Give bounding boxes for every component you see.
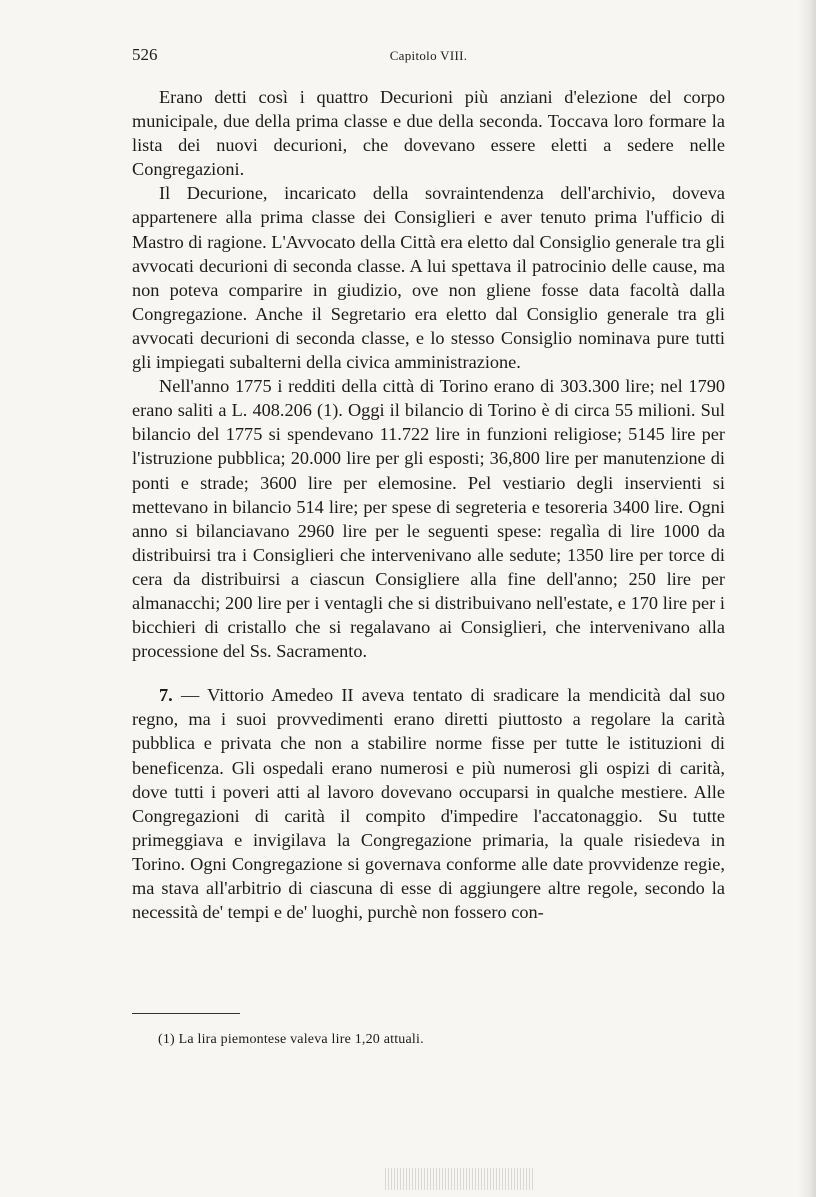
section-dash: — bbox=[172, 685, 208, 706]
page-header bbox=[132, 45, 725, 69]
paragraph-bilancio-torino: Nell'anno 1775 i redditi della città di Torino erano di 303.300 lire; nel 1790 erano saliti a L. 408.206 (1). Oggi il bilancio di Torino è di circa 55 milioni. Sul bilancio del 1775 si spendevano 11.722 lire in funzioni religiose; 5145 lire per l'istruzione pubblica; 20.000 lire per gli esposti; 36,800 lire per manutenzione di ponti e strade; 3600 lire per elemosine. Pel vestiario degli inservienti si mettevano in bilancio 514 lire; per spese di segreteria e tesoreria 3400 lire. Ogni anno si bilanciavano 2960 lire per le seguenti spese: regalìa di lire 1000 da distribuirsi tra i Consiglieri che intervenivano alle sedute; 1350 lire per torce di cera da distribuirsi a ciascun Consigliere alla fine dell'anno; 250 lire per almanacchi; 200 lire per i ventagli che si distribuivano nell'estate, e 170 lire per i bicchieri di cristallo che si regalavano ai Consiglieri, che intervenivano alla processione del Ss. Sacramento. bbox=[132, 376, 725, 662]
footnote-divider bbox=[132, 1013, 240, 1014]
section-7-paragraph bbox=[132, 683, 725, 924]
scan-mark bbox=[385, 1168, 535, 1190]
footnote: (1) La lira piemontese valeva lire 1,20 attuali. bbox=[158, 1032, 424, 1047]
paragraph-decurione-archivio: Il Decurione, incaricato della sovraintendenza dell'archivio, doveva appartenere alla prima classe dei Consiglieri e aver tenuto prima l'ufficio di Mastro di ragione. L'Avvocato della Città era eletto dal Consiglio generale tra gli avvocati decurioni di seconda classe. A lui spettava il patrocinio delle cause, ma non poteva comparire in giudizio, ove non gliene fosse data facoltà dalla Congregazione. Anche il Segretario era eletto dal Consiglio generale tra gli avvocati decurioni di seconda classe, e lo stesso Consiglio nominava pure tutti gli impiegati subalterni della civica amministrazione. bbox=[132, 183, 725, 373]
running-title: Capitolo VIII. bbox=[389, 48, 468, 63]
page-edge-shadow bbox=[798, 0, 816, 1197]
section-number: 7. bbox=[159, 685, 173, 706]
paragraph-decurioni-anziani: Erano detti così i quattro Decurioni più anziani d'elezione del corpo municipale, due della prima classe e due della seconda. Toccava loro formare la lista dei nuovi decurioni, che dovevano essere eletti a sedere nelle Congregazioni. bbox=[132, 87, 725, 180]
body-text bbox=[132, 85, 725, 924]
section-text: Vittorio Amedeo II aveva tentato di sradicare la mendicità dal suo regno, ma i suoi provvedimenti erano diretti piuttosto a regolare la carità pubblica e privata che non a stabilire norme fisse per tutte le istituzioni di beneficenza. Gli ospedali erano numerosi e più numerosi gli ospizi di carità, dove tutti i poveri atti al lavoro dovevano occuparsi in qualche mestiere. Alle Congregazioni di carità il compito d'impedire l'accatonaggio. Su tutte primeggiava e invigilava la Congregazione primaria, la quale risiedeva in Torino. Ogni Congregazione si governava conforme alle date provvidenze regie, ma stava all'arbitrio di ciascuna di esse di aggiungere altre regole, secondo la necessità de' tempi e de' luoghi, purchè non fossero con- bbox=[132, 685, 725, 923]
page-number: 526 bbox=[132, 45, 158, 64]
